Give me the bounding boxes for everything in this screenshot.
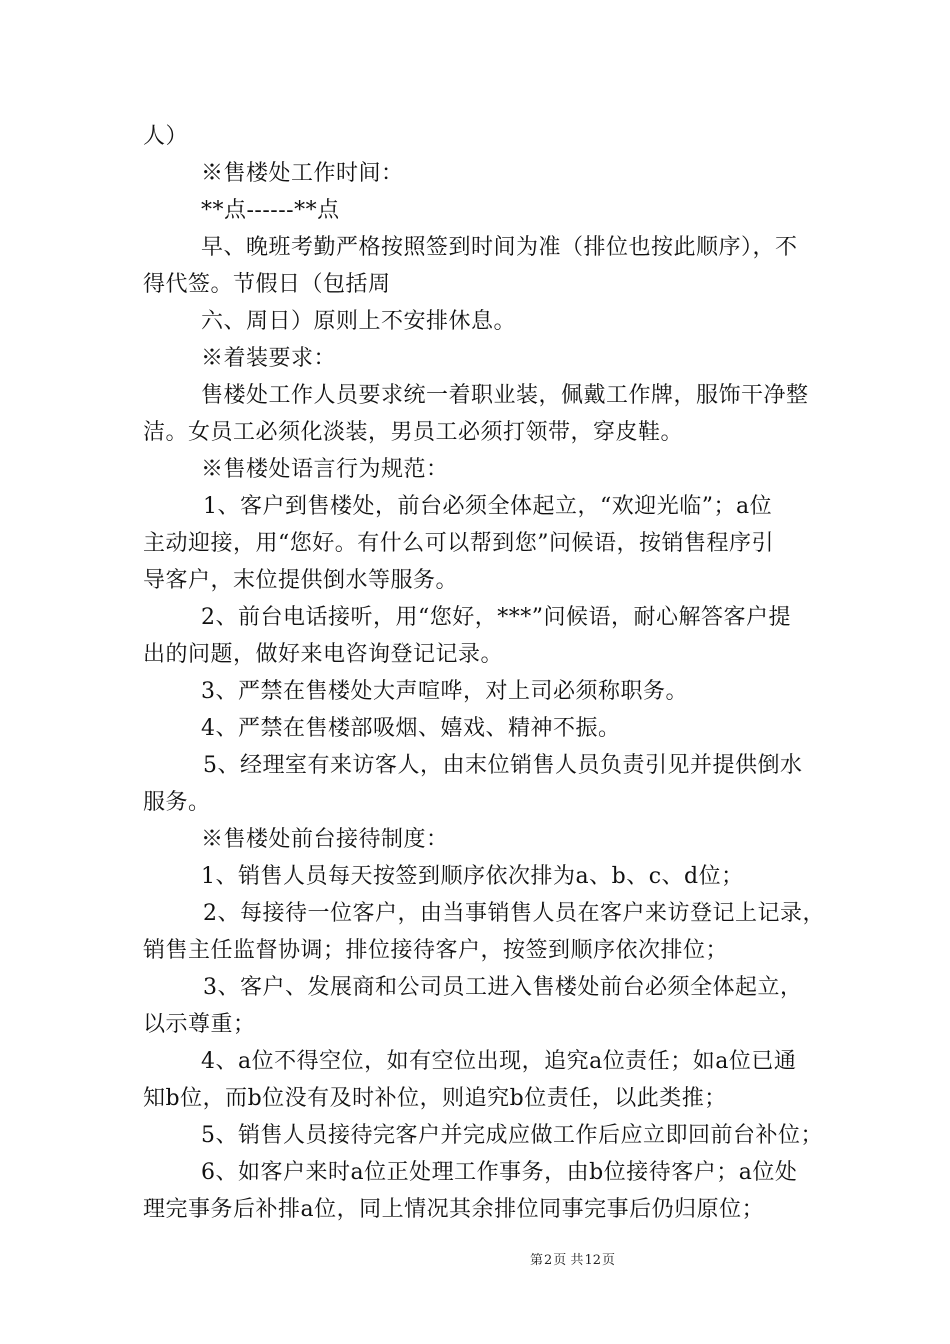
text-line: 5、经理室有来访客人，由末位销售人员负责引见并提供倒水 [203, 753, 803, 778]
text-line: 销售主任监督协调；排位接待客户，按签到顺序依次排位； [143, 938, 729, 963]
document-body [143, 118, 825, 1228]
footer-suffix: 页 [601, 1253, 615, 1268]
text-line: 出的问题，做好来电咨询登记记录。 [143, 642, 504, 667]
text-line: 2、前台电话接听，用“您好，***”问候语，耐心解答客户提 [201, 605, 791, 630]
text-line: 六、周日）原则上不安排休息。 [201, 309, 517, 334]
footer-middle: 页 共 [553, 1253, 584, 1268]
text-line: 3、严禁在售楼处大声喧哗，对上司必须称职务。 [201, 679, 688, 704]
footer-prefix: 第 [530, 1253, 544, 1268]
footer-page-number: 2 [544, 1253, 553, 1268]
section-heading-conduct: ※售楼处语言行为规范： [201, 457, 449, 482]
section-heading-reception: ※售楼处前台接待制度： [201, 827, 449, 852]
text-line: 理完事务后补排a位，同上情况其余排位同事完事后仍归原位； [143, 1197, 765, 1222]
text-line: 以示尊重； [143, 1012, 256, 1037]
text-line: 洁。女员工必须化淡装，男员工必须打领带，穿皮鞋。 [143, 420, 684, 445]
text-line: 5、销售人员接待完客户并完成应做工作后应立即回前台补位； [201, 1123, 823, 1148]
text-line: 1、客户到售楼处，前台必须全体起立，“欢迎光临”；a位 [203, 494, 773, 519]
text-line: 导客户，末位提供倒水等服务。 [143, 568, 459, 593]
text-line: **点------**点 [201, 198, 340, 223]
text-line: 知b位，而b位没有及时补位，则追究b位责任，以此类推； [143, 1086, 727, 1111]
text-line: 4、a位不得空位，如有空位出现，追究a位责任；如a位已通 [201, 1049, 797, 1074]
section-heading-work-hours: ※售楼处工作时间： [201, 161, 404, 186]
text-line: 2、每接待一位客户，由当事销售人员在客户来访登记上记录， [203, 901, 825, 926]
text-line: 6、如客户来时a位正处理工作事务，由b位接待客户；a位处 [201, 1160, 798, 1185]
text-line: 1、销售人员每天按签到顺序依次排为a、b、c、d位； [201, 864, 744, 889]
text-line: 服务。 [143, 790, 211, 815]
section-heading-dress-code: ※着装要求： [201, 346, 337, 371]
text-line: 3、客户、发展商和公司员工进入售楼处前台必须全体起立， [203, 975, 803, 1000]
text-line: 售楼处工作人员要求统一着职业装，佩戴工作牌，服饰干净整 [201, 383, 809, 408]
text-line: 得代签。节假日（包括周 [143, 272, 391, 297]
text-line: 人） [143, 124, 189, 149]
text-line: 早、晚班考勤严格按照签到时间为准（排位也按此顺序），不 [201, 235, 798, 260]
footer-total-pages: 12 [584, 1253, 601, 1268]
text-line: 4、严禁在售楼部吸烟、嬉戏、精神不振。 [201, 716, 621, 741]
page-footer [0, 1249, 950, 1268]
text-line: 主动迎接，用“您好。有什么可以帮到您”问候语，按销售程序引 [143, 531, 774, 556]
